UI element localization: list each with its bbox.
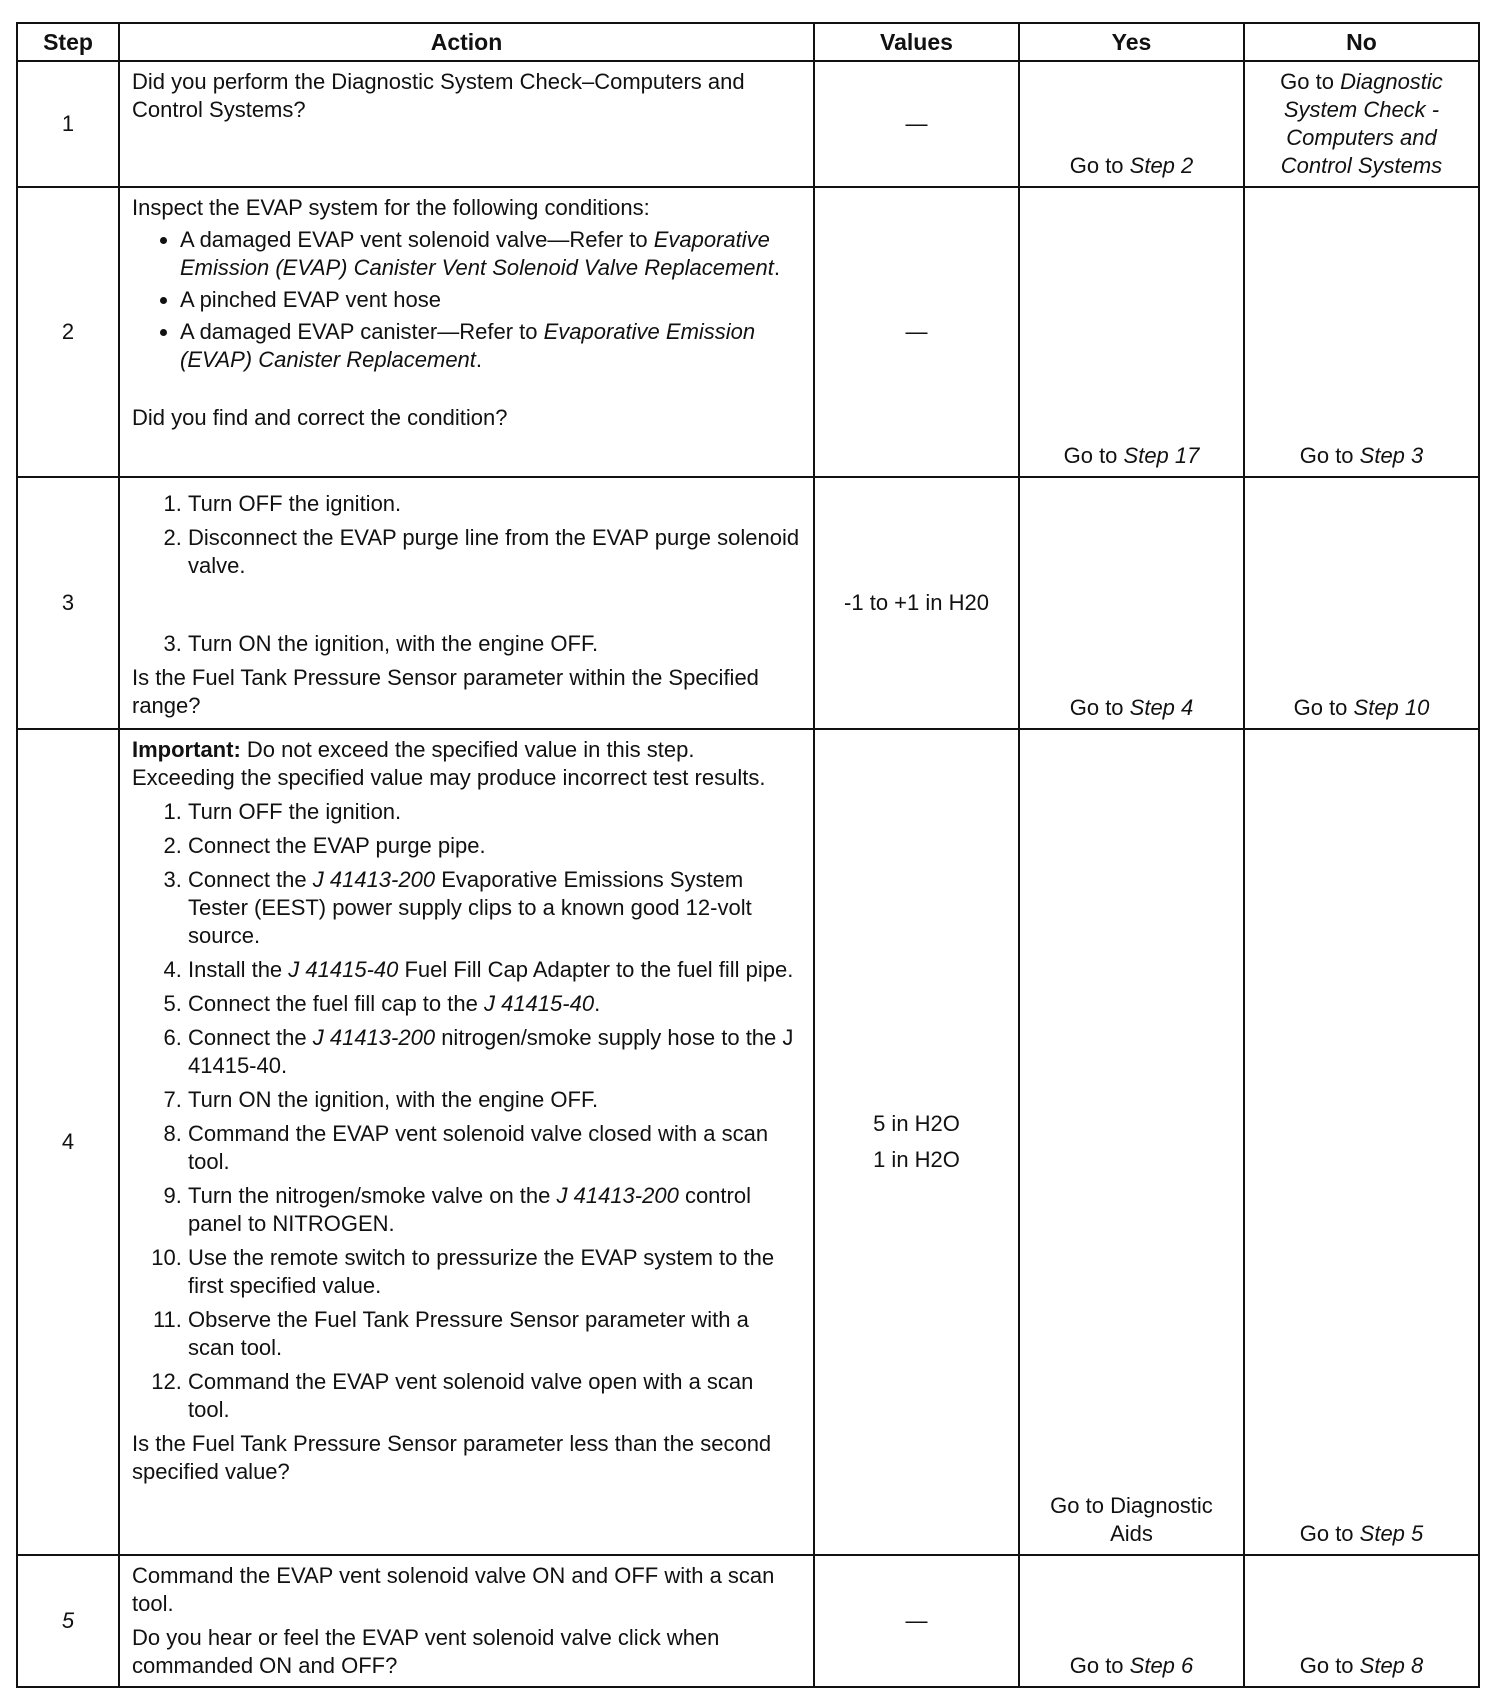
no-prefix: Go to bbox=[1293, 695, 1354, 720]
value: 1 in H2O bbox=[873, 1147, 960, 1172]
header-step: Step bbox=[17, 23, 119, 61]
step-text: Turn OFF the ignition. bbox=[188, 799, 402, 824]
header-yes: Yes bbox=[1019, 23, 1244, 61]
step-text: Fuel Fill Cap Adapter to the fuel fill pipe. bbox=[398, 957, 794, 982]
list-item bbox=[188, 1182, 801, 1238]
important-note bbox=[132, 736, 801, 792]
step-number: 4 bbox=[17, 729, 119, 1555]
step-text: Connect the bbox=[188, 867, 313, 892]
yes-link[interactable]: Step 6 bbox=[1129, 1653, 1194, 1678]
step-text: Connect the bbox=[188, 1025, 313, 1050]
no-cell bbox=[1244, 729, 1479, 1555]
tool-reference: J 41415-40 bbox=[483, 991, 595, 1016]
list-item bbox=[188, 798, 801, 826]
yes-text[interactable]: Go to Diagnostic Aids bbox=[1019, 729, 1244, 1555]
no-cell bbox=[1244, 61, 1479, 187]
action-text: Did you perform the Diagnostic System Check–Computers and Control Systems? bbox=[119, 61, 814, 187]
yes-link[interactable]: Step 2 bbox=[1129, 153, 1194, 178]
no-link[interactable]: Step 3 bbox=[1359, 443, 1424, 468]
yes-link[interactable]: Step 17 bbox=[1123, 443, 1200, 468]
no-prefix: Go to bbox=[1299, 443, 1360, 468]
yes-prefix: Go to bbox=[1069, 153, 1130, 178]
table-row bbox=[17, 187, 1479, 477]
step-text: Turn ON the ignition, with the engine OFF. bbox=[188, 1087, 599, 1112]
step-text: control panel to NITROGEN. bbox=[188, 1183, 751, 1236]
step-text: Observe the Fuel Tank Pressure Sensor parameter with a scan tool. bbox=[188, 1307, 749, 1360]
value: -1 to +1 in H20 bbox=[814, 477, 1019, 729]
table-row bbox=[17, 477, 1479, 729]
yes-prefix: Go to bbox=[1063, 443, 1124, 468]
item-link[interactable]: Evaporative Emission (EVAP) Canister Replacement bbox=[180, 319, 756, 372]
no-prefix: Go to bbox=[1299, 1521, 1360, 1546]
yes-cell bbox=[1019, 61, 1244, 187]
value: 5 in H2O bbox=[873, 1111, 960, 1136]
list-item bbox=[188, 832, 801, 860]
list-item bbox=[180, 226, 801, 282]
header-action: Action bbox=[119, 23, 814, 61]
step-number: 2 bbox=[17, 187, 119, 477]
important-label: Important: bbox=[132, 737, 241, 762]
yes-cell bbox=[1019, 477, 1244, 729]
no-prefix: Go to bbox=[1280, 69, 1341, 94]
step-number: 1 bbox=[17, 61, 119, 187]
action-cell bbox=[119, 1555, 814, 1687]
action-intro: Inspect the EVAP system for the following conditions: bbox=[132, 195, 650, 220]
action-question: Is the Fuel Tank Pressure Sensor parameter within the Specified range? bbox=[132, 665, 759, 718]
action-question: Did you find and correct the condition? bbox=[132, 405, 508, 430]
yes-prefix: Go to bbox=[1069, 1653, 1130, 1678]
no-cell bbox=[1244, 477, 1479, 729]
item-after: . bbox=[773, 255, 781, 280]
yes-cell bbox=[1019, 1555, 1244, 1687]
header-row bbox=[17, 23, 1479, 61]
yes-link[interactable]: Step 4 bbox=[1129, 695, 1194, 720]
list-item bbox=[188, 1024, 801, 1080]
step-number: 5 bbox=[17, 1555, 119, 1687]
action-text: Command the EVAP vent solenoid valve ON and OFF with a scan tool. bbox=[132, 1563, 775, 1616]
step-number: 3 bbox=[17, 477, 119, 729]
list-item bbox=[180, 318, 801, 374]
values-cell bbox=[814, 729, 1019, 1555]
condition-list bbox=[132, 226, 801, 374]
item-link[interactable]: Evaporative Emission (EVAP) Canister Vent Solenoid Valve Replacement bbox=[180, 227, 774, 280]
step-text: Evaporative Emissions System Tester (EEST) power supply clips to a known good 12-volt source. bbox=[188, 867, 752, 948]
step-text: Turn the nitrogen/smoke valve on the bbox=[188, 1183, 557, 1208]
list-item bbox=[180, 286, 801, 314]
table-row bbox=[17, 1555, 1479, 1687]
list-item bbox=[188, 1306, 801, 1362]
step-text: Use the remote switch to pressurize the EVAP system to the first specified value. bbox=[188, 1245, 775, 1298]
list-item bbox=[188, 1244, 801, 1300]
tool-reference: J 41415-40 bbox=[288, 957, 399, 982]
diagnostic-table bbox=[16, 22, 1480, 1688]
step-text: Command the EVAP vent solenoid valve closed with a scan tool. bbox=[188, 1121, 769, 1174]
action-question: Do you hear or feel the EVAP vent solenoid valve click when commanded ON and OFF? bbox=[132, 1625, 720, 1678]
step-list bbox=[132, 798, 801, 1424]
value: — bbox=[814, 1555, 1019, 1687]
step-text: Connect the EVAP purge pipe. bbox=[188, 833, 486, 858]
list-item bbox=[188, 956, 801, 984]
value: — bbox=[814, 61, 1019, 187]
list-item bbox=[188, 866, 801, 950]
item-text: A damaged EVAP canister—Refer to bbox=[180, 319, 544, 344]
step-list bbox=[132, 490, 801, 658]
no-prefix: Go to bbox=[1299, 1653, 1360, 1678]
list-item: 1. Turn OFF the ignition. bbox=[188, 490, 801, 518]
step-text: . bbox=[594, 991, 601, 1016]
action-cell bbox=[119, 729, 814, 1555]
no-link[interactable]: Step 8 bbox=[1359, 1653, 1424, 1678]
list-item bbox=[188, 1120, 801, 1176]
no-link[interactable]: Diagnostic System Check - Computers and Control Systems bbox=[1280, 69, 1443, 178]
action-cell bbox=[119, 477, 814, 729]
item-text: A pinched EVAP vent hose bbox=[180, 287, 441, 312]
tool-reference: J 41413-200 bbox=[312, 867, 436, 892]
step-text: Install the bbox=[188, 957, 289, 982]
table-row bbox=[17, 729, 1479, 1555]
list-item bbox=[188, 1368, 801, 1424]
header-values: Values bbox=[814, 23, 1019, 61]
action-question: Is the Fuel Tank Pressure Sensor parameter less than the second specified value? bbox=[132, 1431, 772, 1484]
step-text: Command the EVAP vent solenoid valve open with a scan tool. bbox=[188, 1369, 754, 1422]
step-text: nitrogen/smoke supply hose to the J 41415-40. bbox=[188, 1025, 794, 1078]
important-text: Do not exceed the specified value in this step. Exceeding the specified value may produce incorrect test results. bbox=[132, 737, 766, 790]
yes-prefix: Go to bbox=[1069, 695, 1130, 720]
list-item bbox=[188, 990, 801, 1018]
list-item: 3. Turn ON the ignition, with the engine OFF. bbox=[188, 630, 801, 658]
action-cell bbox=[119, 187, 814, 477]
item-after: . bbox=[475, 347, 483, 372]
header-no: No bbox=[1244, 23, 1479, 61]
no-link[interactable]: Step 10 bbox=[1353, 695, 1430, 720]
yes-cell bbox=[1019, 187, 1244, 477]
no-cell bbox=[1244, 187, 1479, 477]
list-item: 2. Disconnect the EVAP purge line from the EVAP purge solenoid valve. bbox=[188, 524, 801, 580]
tool-reference: J 41413-200 bbox=[312, 1025, 436, 1050]
no-cell bbox=[1244, 1555, 1479, 1687]
no-link[interactable]: Step 5 bbox=[1359, 1521, 1424, 1546]
step-text: Connect the fuel fill cap to the bbox=[188, 991, 484, 1016]
item-text: A damaged EVAP vent solenoid valve—Refer to bbox=[180, 227, 654, 252]
tool-reference: J 41413-200 bbox=[556, 1183, 679, 1208]
list-item bbox=[188, 1086, 801, 1114]
table-row bbox=[17, 61, 1479, 187]
value: — bbox=[814, 187, 1019, 477]
